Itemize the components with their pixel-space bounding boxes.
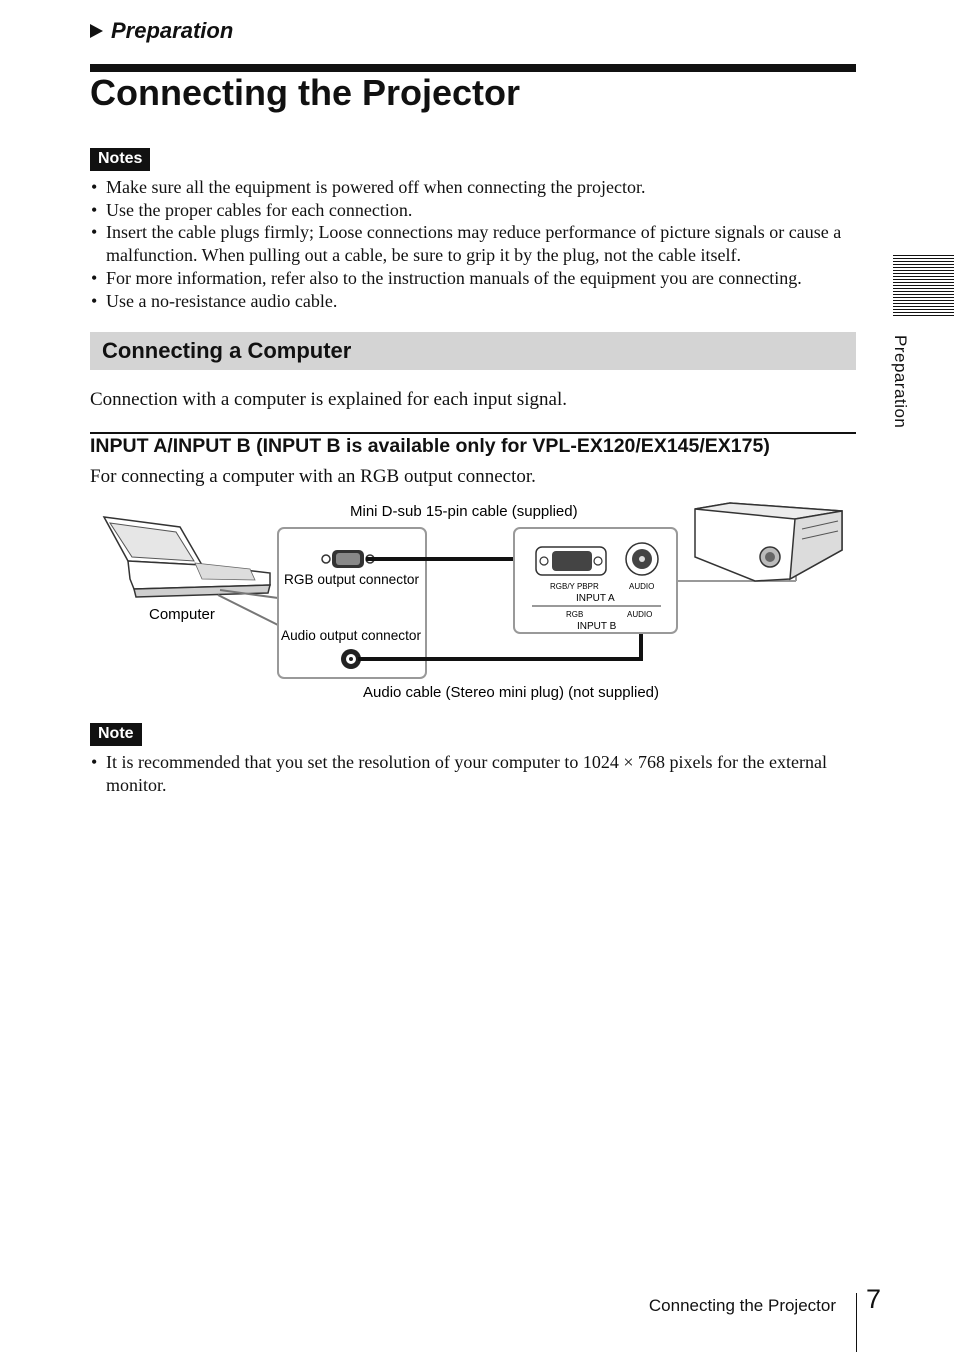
laptop-icon: [104, 517, 270, 597]
notes-label: Notes: [90, 148, 150, 171]
port-audio-b-label: AUDIO: [627, 610, 653, 619]
port-rgb-b-label: RGB: [566, 610, 584, 619]
note-item: • Make sure all the equipment is powered off when connecting the projector.: [90, 176, 860, 199]
note-item: • Insert the cable plugs firmly; Loose connections may reduce performance of picture signals or cause a malfunction. When pulling out a cable, be sure to grip it by the plug, not the cable itself.: [90, 221, 860, 266]
input-heading: INPUT A/INPUT B (INPUT B is available only for VPL-EX120/EX145/EX175): [90, 435, 770, 457]
vga-port-icon: [536, 547, 606, 575]
subsection-intro: Connection with a computer is explained for each input signal.: [90, 389, 567, 410]
rgb-cable-label: Mini D-sub 15-pin cable (supplied): [350, 503, 578, 520]
audio-port-icon: [626, 543, 658, 575]
side-tab-label: Preparation: [891, 335, 910, 429]
projector-input-panel: [514, 528, 677, 633]
input-a-label: INPUT A: [576, 593, 615, 604]
section-label: Preparation: [111, 18, 234, 43]
page-title: Connecting the Projector: [90, 72, 521, 113]
note-label: Note: [90, 723, 142, 746]
rgb-connector-label: RGB output connector: [284, 571, 420, 587]
note-item: • Use the proper cables for each connection.: [90, 199, 860, 222]
note-item: • Use a no-resistance audio cable.: [90, 290, 860, 313]
subsection-heading: Connecting a Computer: [90, 332, 856, 370]
port-rgb-a-label: RGB/Y PBPR: [550, 582, 599, 591]
input-description: For connecting a computer with an RGB output connector.: [90, 466, 536, 487]
section-breadcrumb: [90, 18, 233, 44]
note-item: • It is recommended that you set the resolution of your computer to 1024 × 768 pixels for the external monitor.: [90, 751, 860, 796]
note-item: • For more information, refer also to the instruction manuals of the equipment you are connecting.: [90, 267, 860, 290]
port-audio-a-label: AUDIO: [629, 582, 655, 591]
input-b-label: INPUT B: [577, 621, 617, 632]
triangle-right-icon: [90, 24, 103, 38]
audio-connector-label: Audio output connector: [281, 627, 422, 643]
computer-label: Computer: [149, 606, 215, 623]
title-rule: [90, 64, 856, 72]
connection-diagram: [90, 495, 860, 710]
subheading-rule: [90, 432, 856, 434]
side-tab-lines: [893, 255, 954, 318]
projector-icon: [695, 503, 842, 581]
notes-list: [90, 176, 860, 312]
note-list: [90, 751, 860, 796]
page-number: 7: [866, 1284, 882, 1314]
audio-cable-label: Audio cable (Stereo mini plug) (not supplied): [363, 684, 659, 701]
footer-rule: [856, 1293, 857, 1352]
footer-title: Connecting the Projector: [648, 1296, 836, 1315]
